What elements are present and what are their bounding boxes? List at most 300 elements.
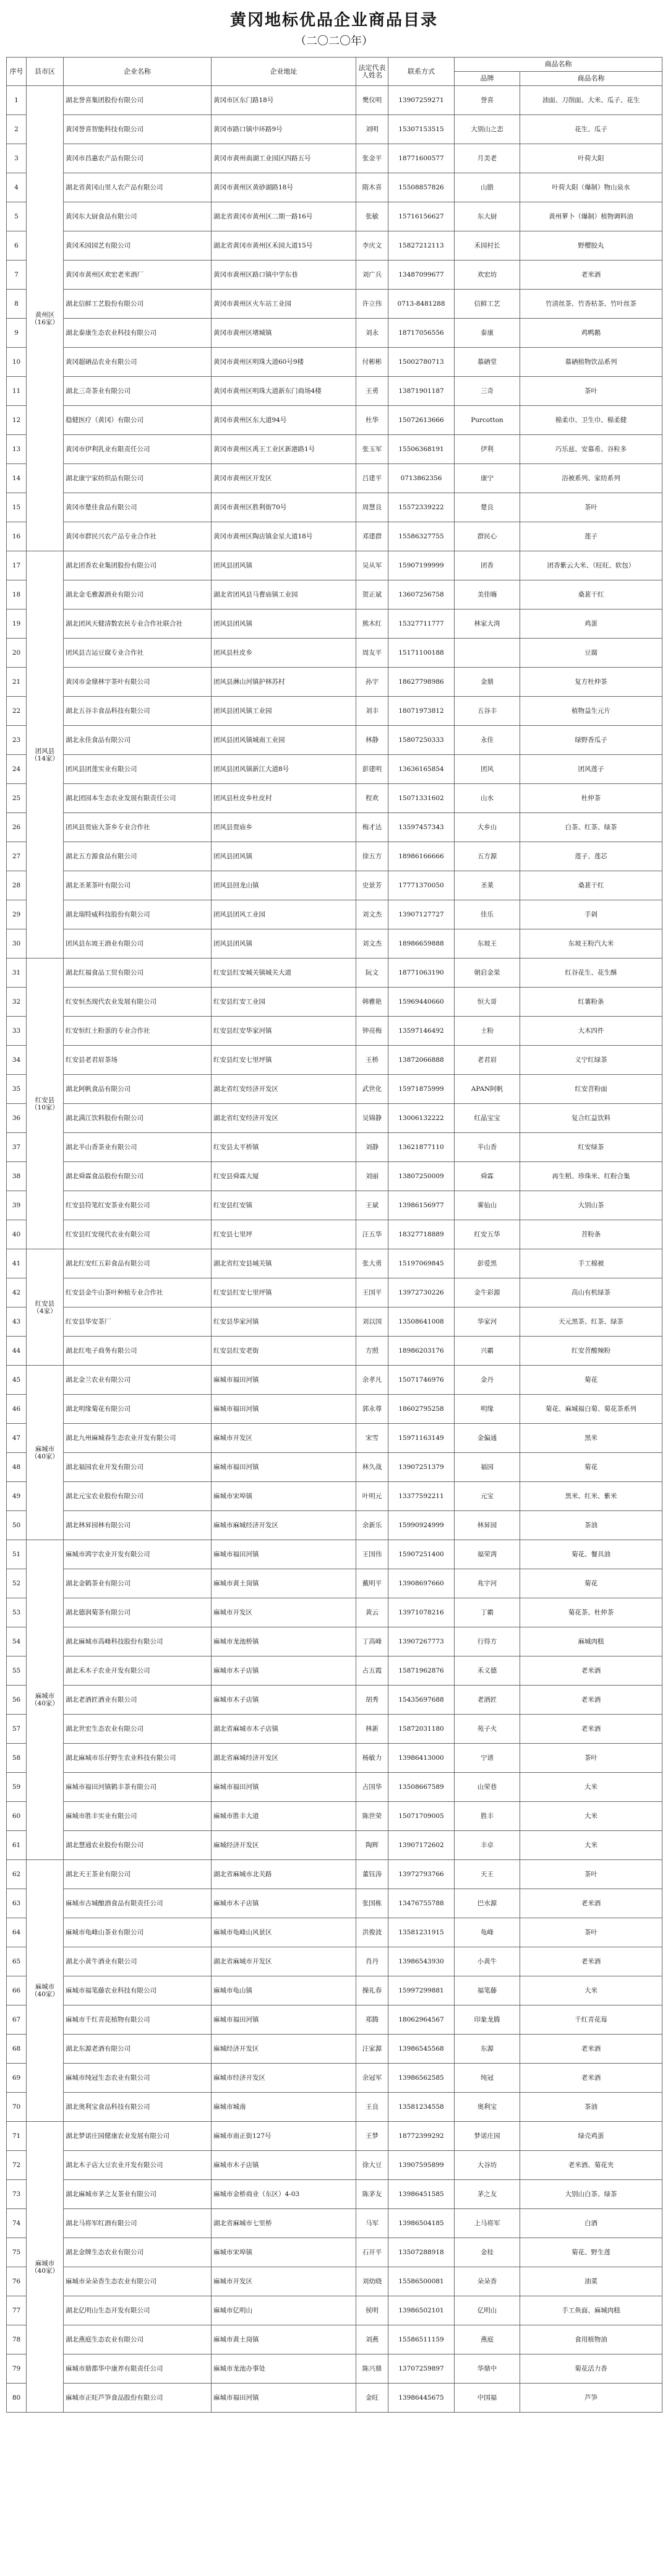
table-row bbox=[7, 871, 662, 900]
brand-name: 美佳嗨 bbox=[455, 580, 520, 610]
brand-name: 山腊 bbox=[455, 173, 520, 202]
company-address: 黄冈市黄州区火车站工业园 bbox=[212, 290, 356, 319]
brand-name: 朝启金果 bbox=[455, 958, 520, 988]
legal-rep: 贺正斌 bbox=[356, 580, 388, 610]
contact-phone: 18772399292 bbox=[388, 2122, 455, 2151]
company-name: 稳健医疗（黄冈）有限公司 bbox=[64, 406, 212, 435]
brand-name: 燕庭 bbox=[455, 2325, 520, 2354]
contact-phone: 15872031180 bbox=[388, 1715, 455, 1744]
contact-phone: 13006132222 bbox=[388, 1104, 455, 1133]
contact-phone: 13986562585 bbox=[388, 2064, 455, 2093]
table-row bbox=[7, 2209, 662, 2238]
company-name: 湖北东源老酒有限公司 bbox=[64, 2035, 212, 2064]
row-seq: 62 bbox=[7, 1860, 27, 1889]
brand-name: 天王 bbox=[455, 1860, 520, 1889]
company-address: 湖北省团风县马曹庙镇工业园 bbox=[212, 580, 356, 610]
contact-phone: 18071973812 bbox=[388, 697, 455, 726]
company-name: 团风县东坡王酒业有限公司 bbox=[64, 929, 212, 958]
row-seq: 79 bbox=[7, 2354, 27, 2384]
company-name: 湖北世宏生态农业有限公司 bbox=[64, 1715, 212, 1744]
table-row bbox=[7, 1278, 662, 1307]
brand-name: 林家大湾 bbox=[455, 610, 520, 639]
company-name: 湖北圣莱茶叶有限公司 bbox=[64, 871, 212, 900]
contact-phone: 15508857826 bbox=[388, 173, 455, 202]
company-name: 湖北福园农业开发有限公司 bbox=[64, 1453, 212, 1482]
contact-phone: 13907267773 bbox=[388, 1627, 455, 1656]
table-row bbox=[7, 1133, 662, 1162]
row-seq: 63 bbox=[7, 1889, 27, 1918]
brand-name: 半山香 bbox=[455, 1133, 520, 1162]
legal-rep: 孙宇 bbox=[356, 668, 388, 697]
contact-phone: 18717056556 bbox=[388, 319, 455, 348]
table-row bbox=[7, 2035, 662, 2064]
legal-rep: 林新 bbox=[356, 1715, 388, 1744]
brand-name: 舜霖 bbox=[455, 1162, 520, 1191]
brand-name: 红安五华 bbox=[455, 1220, 520, 1249]
legal-rep: 郑腾 bbox=[356, 2005, 388, 2035]
table-row bbox=[7, 2296, 662, 2325]
company-name: 红安县红安现代农业有限公司 bbox=[64, 1220, 212, 1249]
brand-name: 信鲜工艺 bbox=[455, 290, 520, 319]
table-row bbox=[7, 493, 662, 522]
brand-name: 慕硒堂 bbox=[455, 348, 520, 377]
table-row bbox=[7, 1976, 662, 2005]
legal-rep: 杨敏力 bbox=[356, 1744, 388, 1773]
brand-name: 圣莱 bbox=[455, 871, 520, 900]
brand-name: 山荣巷 bbox=[455, 1773, 520, 1802]
company-address: 红安县红安老街 bbox=[212, 1337, 356, 1366]
table-row bbox=[7, 900, 662, 929]
row-seq: 42 bbox=[7, 1278, 27, 1307]
brand-name: 大别山之恋 bbox=[455, 115, 520, 144]
contact-phone: 13507288918 bbox=[388, 2238, 455, 2267]
table-row bbox=[7, 958, 662, 988]
product-name: 浴被系列、家纺系列 bbox=[520, 464, 662, 493]
legal-rep: 王国伟 bbox=[356, 1540, 388, 1569]
company-address: 黄冈市区东门路18号 bbox=[212, 86, 356, 115]
company-name: 麻城市正旺芦笋食品股份有限公司 bbox=[64, 2384, 212, 2413]
contact-phone: 13508667589 bbox=[388, 1773, 455, 1802]
product-name: 豆腐 bbox=[520, 639, 662, 668]
product-name: 杜仲茶 bbox=[520, 784, 662, 813]
row-seq: 50 bbox=[7, 1511, 27, 1540]
contact-phone: 13986504185 bbox=[388, 2209, 455, 2238]
company-address: 麻城市福田河镇 bbox=[212, 1395, 356, 1424]
company-address: 麻城市宋埠镇 bbox=[212, 2238, 356, 2267]
row-seq: 23 bbox=[7, 726, 27, 755]
company-address: 麻城经济开发区 bbox=[212, 1831, 356, 1860]
company-name: 湖北红安红五彩食品有限公司 bbox=[64, 1249, 212, 1278]
row-seq: 39 bbox=[7, 1191, 27, 1220]
row-seq: 61 bbox=[7, 1831, 27, 1860]
table-row bbox=[7, 290, 662, 319]
contact-phone: 13986413000 bbox=[388, 1744, 455, 1773]
company-address: 红安县华家河镇 bbox=[212, 1307, 356, 1337]
product-name: 竹清丝茶、竹香枯茶、竹叶丝茶 bbox=[520, 290, 662, 319]
company-name: 团风县吉运豆腐专业合作社 bbox=[64, 639, 212, 668]
header-seq: 序号 bbox=[7, 58, 27, 86]
table-row bbox=[7, 842, 662, 871]
legal-rep: 钟亮梅 bbox=[356, 1017, 388, 1046]
legal-rep: 汪五华 bbox=[356, 1220, 388, 1249]
legal-rep: 陈世荣 bbox=[356, 1802, 388, 1831]
company-name: 湖北信鲜工艺股份有限公司 bbox=[64, 290, 212, 319]
product-name: 油面、刀削面、大米、瓜子、花生 bbox=[520, 86, 662, 115]
contact-phone: 13377592211 bbox=[388, 1482, 455, 1511]
table-row bbox=[7, 697, 662, 726]
company-address: 湖北省麻城市开发区 bbox=[212, 1947, 356, 1976]
company-name: 湖北康宁家纺织品有限公司 bbox=[64, 464, 212, 493]
legal-rep: 宋雪 bbox=[356, 1424, 388, 1453]
brand-name: 金丹 bbox=[455, 1366, 520, 1395]
brand-name: 奥利宝 bbox=[455, 2093, 520, 2122]
header-brand: 品牌 bbox=[455, 72, 520, 86]
table-row bbox=[7, 1918, 662, 1947]
brand-name: 佳乐 bbox=[455, 900, 520, 929]
table-row bbox=[7, 1395, 662, 1424]
company-address: 黄冈市黄州区禹王工业区新港路1号 bbox=[212, 435, 356, 464]
legal-rep: 董钰涛 bbox=[356, 1860, 388, 1889]
table-row bbox=[7, 2151, 662, 2180]
table-row bbox=[7, 813, 662, 842]
company-address: 团风县团风镇城南工业园 bbox=[212, 726, 356, 755]
row-seq: 22 bbox=[7, 697, 27, 726]
company-address: 麻城经济开发区 bbox=[212, 2035, 356, 2064]
table-row bbox=[7, 1104, 662, 1133]
table-row bbox=[7, 2325, 662, 2354]
product-name: 棉柔巾、卫生巾、棉柔健 bbox=[520, 406, 662, 435]
row-seq: 53 bbox=[7, 1598, 27, 1627]
company-address: 麻城市黄土岗镇 bbox=[212, 1569, 356, 1598]
table-row bbox=[7, 1191, 662, 1220]
company-address: 红安县舜霖大厦 bbox=[212, 1162, 356, 1191]
legal-rep: 方照 bbox=[356, 1337, 388, 1366]
legal-rep: 刘文杰 bbox=[356, 900, 388, 929]
row-seq: 31 bbox=[7, 958, 27, 988]
brand-name: 三奇 bbox=[455, 377, 520, 406]
brand-name: 康宁 bbox=[455, 464, 520, 493]
product-name: 苕粉条 bbox=[520, 1220, 662, 1249]
legal-rep: 林静 bbox=[356, 726, 388, 755]
table-row bbox=[7, 1046, 662, 1075]
company-name: 麻城市鸿宇农业开发有限公司 bbox=[64, 1540, 212, 1569]
company-address: 团风县团风镇新江大道8号 bbox=[212, 755, 356, 784]
legal-rep: 熊木红 bbox=[356, 610, 388, 639]
company-address: 黄冈市路口镇中环路9号 bbox=[212, 115, 356, 144]
product-name: 茶叶 bbox=[520, 493, 662, 522]
contact-phone: 13986543930 bbox=[388, 1947, 455, 1976]
product-name: 菊花 bbox=[520, 1569, 662, 1598]
brand-name: 大乡山 bbox=[455, 813, 520, 842]
row-seq: 12 bbox=[7, 406, 27, 435]
company-address: 湖北省红安经济开发区 bbox=[212, 1075, 356, 1104]
table-row bbox=[7, 2384, 662, 2413]
brand-name: 恒大哥 bbox=[455, 988, 520, 1017]
row-seq: 73 bbox=[7, 2180, 27, 2209]
brand-name: 金偏通 bbox=[455, 1424, 520, 1453]
header-product: 商品名称 bbox=[520, 72, 662, 86]
company-address: 红安县太平桥镇 bbox=[212, 1133, 356, 1162]
legal-rep: 余新乐 bbox=[356, 1511, 388, 1540]
company-name: 团风县贾庙大茶乡专业合作社 bbox=[64, 813, 212, 842]
table-row bbox=[7, 1860, 662, 1889]
company-name: 湖北省黄冈山里人农产品有限公司 bbox=[64, 173, 212, 202]
row-seq: 30 bbox=[7, 929, 27, 958]
row-seq: 54 bbox=[7, 1627, 27, 1656]
company-name: 麻城市千红青花植物有限公司 bbox=[64, 2005, 212, 2035]
row-seq: 17 bbox=[7, 551, 27, 580]
company-address: 麻城市福田河镇 bbox=[212, 1366, 356, 1395]
brand-name: 红晶宝宝 bbox=[455, 1104, 520, 1133]
row-seq: 41 bbox=[7, 1249, 27, 1278]
company-name: 麻城市福笔藤农业科技有限公司 bbox=[64, 1976, 212, 2005]
company-name: 红安县符笔红安茶业有限公司 bbox=[64, 1191, 212, 1220]
contact-phone: 15907199999 bbox=[388, 551, 455, 580]
company-name: 黄冈市群民兴农产品专业合作社 bbox=[64, 522, 212, 551]
row-seq: 78 bbox=[7, 2325, 27, 2354]
brand-name: 金桂 bbox=[455, 2238, 520, 2267]
table-row bbox=[7, 522, 662, 551]
product-name: 老米酒 bbox=[520, 1889, 662, 1918]
contact-phone: 13972793766 bbox=[388, 1860, 455, 1889]
contact-phone: 13907251379 bbox=[388, 1453, 455, 1482]
company-name: 湖北德润菊茶有限公司 bbox=[64, 1598, 212, 1627]
company-name: 麻城市福田河镇鹤丰茶有限公司 bbox=[64, 1773, 212, 1802]
row-seq: 72 bbox=[7, 2151, 27, 2180]
product-name: 茶油 bbox=[520, 1511, 662, 1540]
row-seq: 33 bbox=[7, 1017, 27, 1046]
table-body bbox=[7, 86, 662, 2413]
table-row bbox=[7, 1773, 662, 1802]
legal-rep: 王斌 bbox=[356, 1191, 388, 1220]
brand-name: 金鼎 bbox=[455, 668, 520, 697]
table-row bbox=[7, 231, 662, 261]
table-row bbox=[7, 464, 662, 493]
county-cell: 麻城市 （40家） bbox=[27, 1540, 64, 1860]
county-cell: 麻城市 （40家） bbox=[27, 1366, 64, 1540]
company-address: 湖北省黄冈市黄州区二期一路16号 bbox=[212, 202, 356, 231]
legal-rep: 刘广兵 bbox=[356, 261, 388, 290]
brand-name: 五谷丰 bbox=[455, 697, 520, 726]
company-name: 湖北麻城市乐仔野生农业科技有限公司 bbox=[64, 1744, 212, 1773]
header-address: 企业地址 bbox=[212, 58, 356, 86]
company-address: 麻城市胜丰大道 bbox=[212, 1802, 356, 1831]
row-seq: 36 bbox=[7, 1104, 27, 1133]
legal-rep: 张金平 bbox=[356, 144, 388, 173]
row-seq: 9 bbox=[7, 319, 27, 348]
table-row bbox=[7, 2005, 662, 2035]
company-address: 黄冈市黄州区开发区 bbox=[212, 464, 356, 493]
company-address: 湖北省麻城市北关路 bbox=[212, 1860, 356, 1889]
legal-rep: 戴明平 bbox=[356, 1569, 388, 1598]
table-row bbox=[7, 1017, 662, 1046]
legal-rep: 操礼春 bbox=[356, 1976, 388, 2005]
company-name: 黄冈誉喜智能科技有限公司 bbox=[64, 115, 212, 144]
brand-name bbox=[455, 639, 520, 668]
legal-rep: 刘永 bbox=[356, 319, 388, 348]
product-name: 老米酒 bbox=[520, 2035, 662, 2064]
company-address: 麻城市木子店镇 bbox=[212, 2151, 356, 2180]
company-address: 湖北省红安经济开发区 bbox=[212, 1104, 356, 1133]
company-name: 团风县团莲实业有限公司 bbox=[64, 755, 212, 784]
legal-rep: 黄云 bbox=[356, 1598, 388, 1627]
company-address: 麻城市宋埠镇 bbox=[212, 1482, 356, 1511]
company-name: 黄冈市金鼎林宇茶叶有限公司 bbox=[64, 668, 212, 697]
contact-phone: 15969440660 bbox=[388, 988, 455, 1017]
product-name: 绿野香瓜子 bbox=[520, 726, 662, 755]
company-address: 团风县淋山河镇护林苏村 bbox=[212, 668, 356, 697]
legal-rep: 许立伟 bbox=[356, 290, 388, 319]
legal-rep: 吕建平 bbox=[356, 464, 388, 493]
row-seq: 27 bbox=[7, 842, 27, 871]
table-row bbox=[7, 1249, 662, 1278]
row-seq: 69 bbox=[7, 2064, 27, 2093]
contact-phone: 18062964567 bbox=[388, 2005, 455, 2035]
product-name: 油菜 bbox=[520, 2267, 662, 2296]
brand-name: 行得方 bbox=[455, 1627, 520, 1656]
brand-name: 欢宏坊 bbox=[455, 261, 520, 290]
legal-rep: 林久战 bbox=[356, 1453, 388, 1482]
company-address: 红安县红安工业园 bbox=[212, 988, 356, 1017]
table-row bbox=[7, 1482, 662, 1511]
company-address: 湖北省红安县城关镇 bbox=[212, 1249, 356, 1278]
product-name: 红安苕酸辣粉 bbox=[520, 1337, 662, 1366]
company-name: 湖北红福食品工贸有限公司 bbox=[64, 958, 212, 988]
table-row bbox=[7, 1511, 662, 1540]
row-seq: 74 bbox=[7, 2209, 27, 2238]
contact-phone: 15971163149 bbox=[388, 1424, 455, 1453]
company-address: 湖北省麻城经济开发区 bbox=[212, 1744, 356, 1773]
page-title: 黄冈地标优品企业商品目录 bbox=[229, 11, 438, 30]
legal-rep: 郭永尊 bbox=[356, 1395, 388, 1424]
company-name: 黄冈禾园园艺有限公司 bbox=[64, 231, 212, 261]
product-name: 复合红益饮料 bbox=[520, 1104, 662, 1133]
contact-phone: 17771370050 bbox=[388, 871, 455, 900]
company-name: 湖北满江饮料股份有限公司 bbox=[64, 1104, 212, 1133]
table-row bbox=[7, 319, 662, 348]
row-seq: 60 bbox=[7, 1802, 27, 1831]
contact-phone: 15907251400 bbox=[388, 1540, 455, 1569]
row-seq: 1 bbox=[7, 86, 27, 115]
company-name: 黄冈市楚佳食品有限公司 bbox=[64, 493, 212, 522]
company-address: 团风县团风镇 bbox=[212, 842, 356, 871]
brand-name: APAN阿帆 bbox=[455, 1075, 520, 1104]
legal-rep: 叶明元 bbox=[356, 1482, 388, 1511]
product-name: 花生、瓜子 bbox=[520, 115, 662, 144]
brand-name: 雾仙山 bbox=[455, 1191, 520, 1220]
row-seq: 18 bbox=[7, 580, 27, 610]
row-seq: 16 bbox=[7, 522, 27, 551]
brand-name: 苑子火 bbox=[455, 1715, 520, 1744]
contact-phone: 15807250333 bbox=[388, 726, 455, 755]
row-seq: 29 bbox=[7, 900, 27, 929]
company-name: 湖北瑞特威科技股份有限公司 bbox=[64, 900, 212, 929]
legal-rep: 刘文杰 bbox=[356, 929, 388, 958]
contact-phone: 15827212113 bbox=[388, 231, 455, 261]
company-name: 黄冈东大厨食品有限公司 bbox=[64, 202, 212, 231]
company-name: 湖北永佳食品有限公司 bbox=[64, 726, 212, 755]
product-name: 巧乐兹、安慕希、谷粒多 bbox=[520, 435, 662, 464]
product-name: 莲子 bbox=[520, 522, 662, 551]
brand-name: 小黄牛 bbox=[455, 1947, 520, 1976]
table-row bbox=[7, 435, 662, 464]
table-row bbox=[7, 1686, 662, 1715]
table-row bbox=[7, 1802, 662, 1831]
product-name: 黄州萝卜（爆制）植物调料油 bbox=[520, 202, 662, 231]
company-name: 湖北奥利宝食品科技有限公司 bbox=[64, 2093, 212, 2122]
contact-phone: 13597146492 bbox=[388, 1017, 455, 1046]
row-seq: 2 bbox=[7, 115, 27, 144]
product-name: 手工棉被 bbox=[520, 1249, 662, 1278]
legal-rep: 彭建明 bbox=[356, 755, 388, 784]
row-seq: 76 bbox=[7, 2267, 27, 2296]
table-row bbox=[7, 173, 662, 202]
legal-rep: 刘以国 bbox=[356, 1307, 388, 1337]
contact-phone: 18602795258 bbox=[388, 1395, 455, 1424]
legal-rep: 史景芳 bbox=[356, 871, 388, 900]
company-name: 湖北金鹤茶业有限公司 bbox=[64, 1569, 212, 1598]
company-name: 湖北老酒匠酒业有限公司 bbox=[64, 1686, 212, 1715]
product-name: 茶叶 bbox=[520, 1744, 662, 1773]
legal-rep: 徐五方 bbox=[356, 842, 388, 871]
contact-phone: 13871901187 bbox=[388, 377, 455, 406]
contact-phone: 13508641008 bbox=[388, 1307, 455, 1337]
company-name: 湖北小黄牛酒业有限公司 bbox=[64, 1947, 212, 1976]
legal-rep: 陶辉 bbox=[356, 1831, 388, 1860]
company-name: 湖北金兰农业有限公司 bbox=[64, 1366, 212, 1395]
table-row bbox=[7, 115, 662, 144]
product-name: 桑葚干红 bbox=[520, 580, 662, 610]
company-address: 麻城市龙池桥镇 bbox=[212, 1627, 356, 1656]
company-name: 湖北明缘菊花有限公司 bbox=[64, 1395, 212, 1424]
company-name: 湖北天王茶业有限公司 bbox=[64, 1860, 212, 1889]
row-seq: 80 bbox=[7, 2384, 27, 2413]
table-row bbox=[7, 726, 662, 755]
company-address: 团风县团风工业园 bbox=[212, 900, 356, 929]
company-address: 麻城市福田河镇 bbox=[212, 1453, 356, 1482]
row-seq: 45 bbox=[7, 1366, 27, 1395]
brand-name: 誉喜 bbox=[455, 86, 520, 115]
product-name: 红谷花生、花生酥 bbox=[520, 958, 662, 988]
company-name: 湖北元宝农业股份有限公司 bbox=[64, 1482, 212, 1511]
legal-rep: 肖丹 bbox=[356, 1947, 388, 1976]
table-row bbox=[7, 261, 662, 290]
company-name: 黄冈市伊利乳业有限责任公司 bbox=[64, 435, 212, 464]
legal-rep: 洪俊波 bbox=[356, 1918, 388, 1947]
contact-phone: 13907595899 bbox=[388, 2151, 455, 2180]
row-seq: 4 bbox=[7, 173, 27, 202]
row-seq: 43 bbox=[7, 1307, 27, 1337]
company-name: 麻城市龟峰山茶业有限公司 bbox=[64, 1918, 212, 1947]
row-seq: 35 bbox=[7, 1075, 27, 1104]
product-name: 菊花茶、杜仲茶 bbox=[520, 1598, 662, 1627]
row-seq: 47 bbox=[7, 1424, 27, 1453]
row-seq: 14 bbox=[7, 464, 27, 493]
county-cell: 红安县 （10家） bbox=[27, 958, 64, 1249]
row-seq: 5 bbox=[7, 202, 27, 231]
company-name: 湖北三奇茶业有限公司 bbox=[64, 377, 212, 406]
company-address: 麻城市木子店镇 bbox=[212, 1889, 356, 1918]
contact-phone: 15072613666 bbox=[388, 406, 455, 435]
brand-name: 茅之友 bbox=[455, 2180, 520, 2209]
brand-name: 福园 bbox=[455, 1453, 520, 1482]
company-name: 湖北禾木子农业开发有限公司 bbox=[64, 1656, 212, 1686]
legal-rep: 王桥 bbox=[356, 1046, 388, 1075]
table-row bbox=[7, 1337, 662, 1366]
legal-rep: 余冠军 bbox=[356, 2064, 388, 2093]
catalog-table bbox=[6, 57, 662, 2413]
row-seq: 28 bbox=[7, 871, 27, 900]
